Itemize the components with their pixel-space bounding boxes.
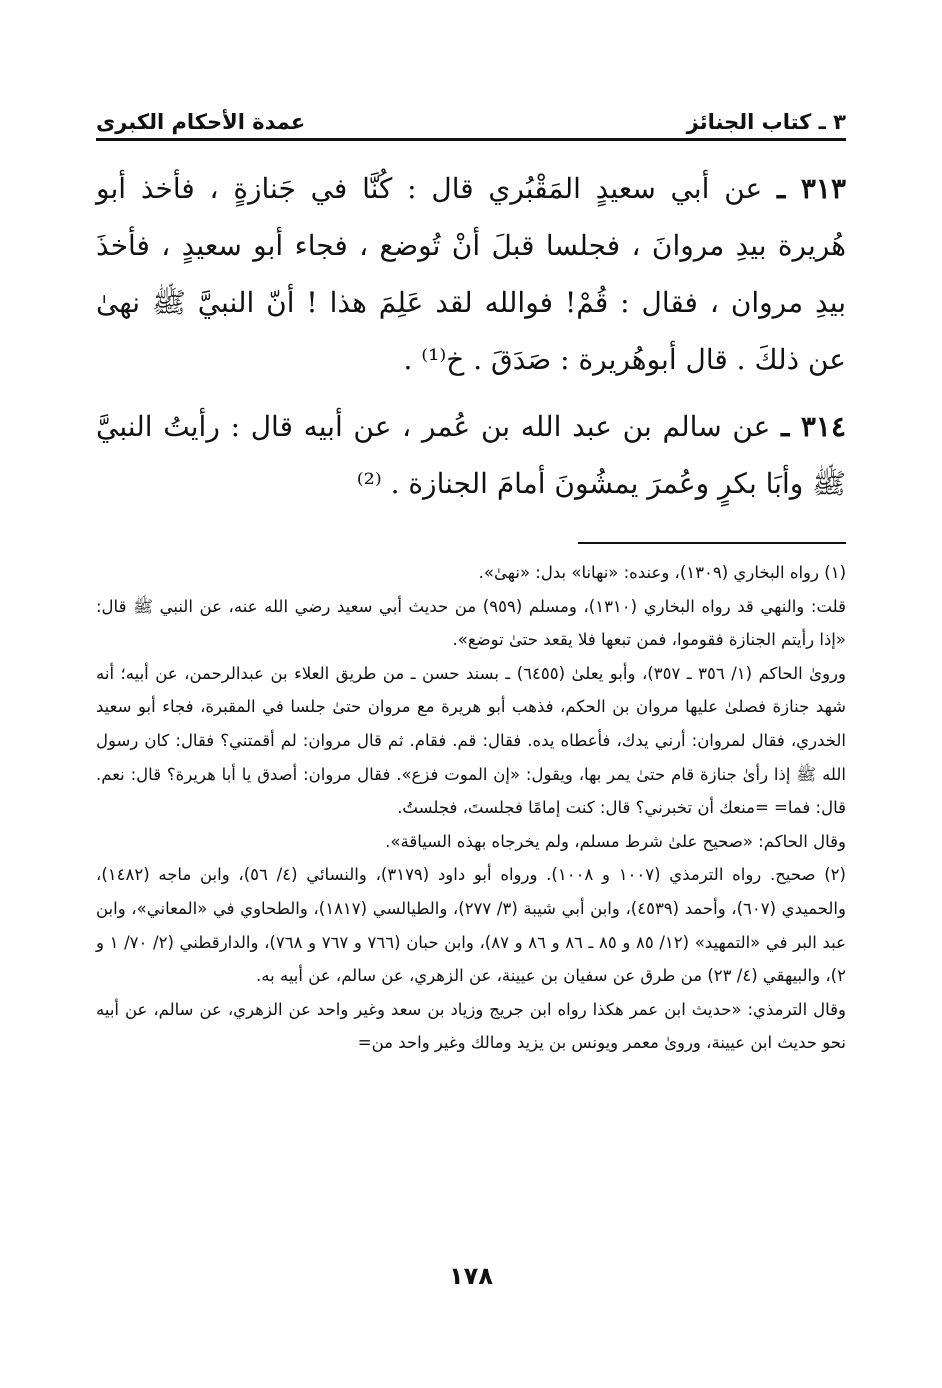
footnote-separator <box>578 542 846 544</box>
main-text <box>96 160 846 522</box>
book-title: عمدة الأحكام الكبرى <box>96 110 306 134</box>
running-header <box>96 100 846 134</box>
hadith-text: عن سالم بن عبد الله بن عُمر ، عن أبيه قال : رأيتُ النبيَّ ﷺ وأبَا بكرٍ وعُمرَ يمشُونَ أمامَ الجنازة . ⁽²⁾ <box>96 410 846 500</box>
footnote-paragraph: ورویٰ الحاكم (١/ ٣٥٦ ـ ٣٥٧)، وأبو يعلىٰ (٦٤٥٥) ـ بسند حسن ـ من طريق العلاء بن عبدالرحمن، عن أبيه؛ أنه شهد جنازة فصلىٰ عليها مروان بن الحكم، فذهب أبو هريرة مع مروان حتىٰ جلسا في المقبرة، فجاء أبو سعيد الخدري، فقال لمروان: أرني يدك، فأعطاه يده. فقال: قم. فقام. ثم قال مروان: لم أقمتني؟ فقال: كان رسول الله ﷺ إذا رأىٰ جنازة قام حتىٰ يمر بها، ويقول: «إن الموت فزع». فقال مروان: أصدق يا أبا هريرة؟ قال: نعم. قال: فما= =منعك أن تخبرني؟ قال: كنت إمامًا فجلستَ، فجلستُ. <box>96 663 846 818</box>
hadith-number: ٣١٤ ـ <box>781 410 846 443</box>
footnotes <box>96 556 846 1060</box>
hadith-text: عن أبي سعيدٍ المَقْبُري قال : كُنَّا في جَنازةٍ ، فأخذ أبو هُريرة بيدِ مروانَ ، فجلسا قبلَ أنْ تُوضع ، فجاء أبو سعيدٍ ، فأخذَ بيدِ مروان ، فقال : قُمْ! فوالله لقد عَلِمَ هذا ! أنّ النبيَّ ﷺ نهىٰ عن ذلكَ . قال أبوهُريرة : صَدَقَ . خ⁽¹⁾ . <box>96 172 846 376</box>
chapter-title: ٣ ـ كتاب الجنائز <box>686 110 846 134</box>
footnote-2: (٢) صحيح. رواه الترمذي (١٠٠٧ و ١٠٠٨). ورواه أبو داود (٣١٧٩)، والنسائي (٤/ ٥٦)، وابن ماجه (١٤٨٢)، والحميدي (٦٠٧)، وأحمد (٤٥٣٩)، وابن أبي شيبة (٣/ ٢٧٧)، والطيالسي (١٨١٧)، والطحاوي في «المعاني»، وابن عبد البر في «التمهيد» (١٢/ ٨٥ و ٨٥ ـ ٨٦ و ٨٦ و ٨٧)، وابن حبان (٧٦٦ و ٧٦٧ و ٧٦٨)، والدارقطني (٢/ ٧٠/ ١ و ٢)، والبيهقي (٤/ ٢٣) من طرق عن سفيان بن عيينة، عن الزهري، عن سالم، عن أبيه به. <box>96 865 846 986</box>
header-rule <box>96 138 846 141</box>
footnote-paragraph: وقال الترمذي: «حديث ابن عمر هكذا رواه ابن جريج وزياد بن سعد وغير واحد عن الزهري، عن سالم، عن أبيه نحو حديث ابن عيينة، وروىٰ معمر ويونس بن يزيد ومالك وغير واحد من= <box>96 999 846 1053</box>
footnote-paragraph: قلت: والنهي قد رواه البخاري (١٣١٠)، ومسلم (٩٥٩) من حديث أبي سعيد رضي الله عنه، عن النبي ﷺ قال: «إذا رأيتم الجنازة فقوموا، فمن تبعها فلا يقعد حتىٰ توضع». <box>96 596 846 650</box>
hadith-number: ٣١٣ ـ <box>777 172 846 205</box>
hadith-313 <box>96 160 846 388</box>
footnote-1: (١) رواه البخاري (١٣٠٩)، وعنده: «نهانا» بدل: «نهىٰ». <box>478 563 846 582</box>
page-number: ١٧٨ <box>449 1262 493 1290</box>
hadith-314 <box>96 398 846 512</box>
footnote-paragraph: وقال الحاكم: «صحيح علىٰ شرط مسلم، ولم يخرجاه بهذه السياقة». <box>385 831 846 851</box>
